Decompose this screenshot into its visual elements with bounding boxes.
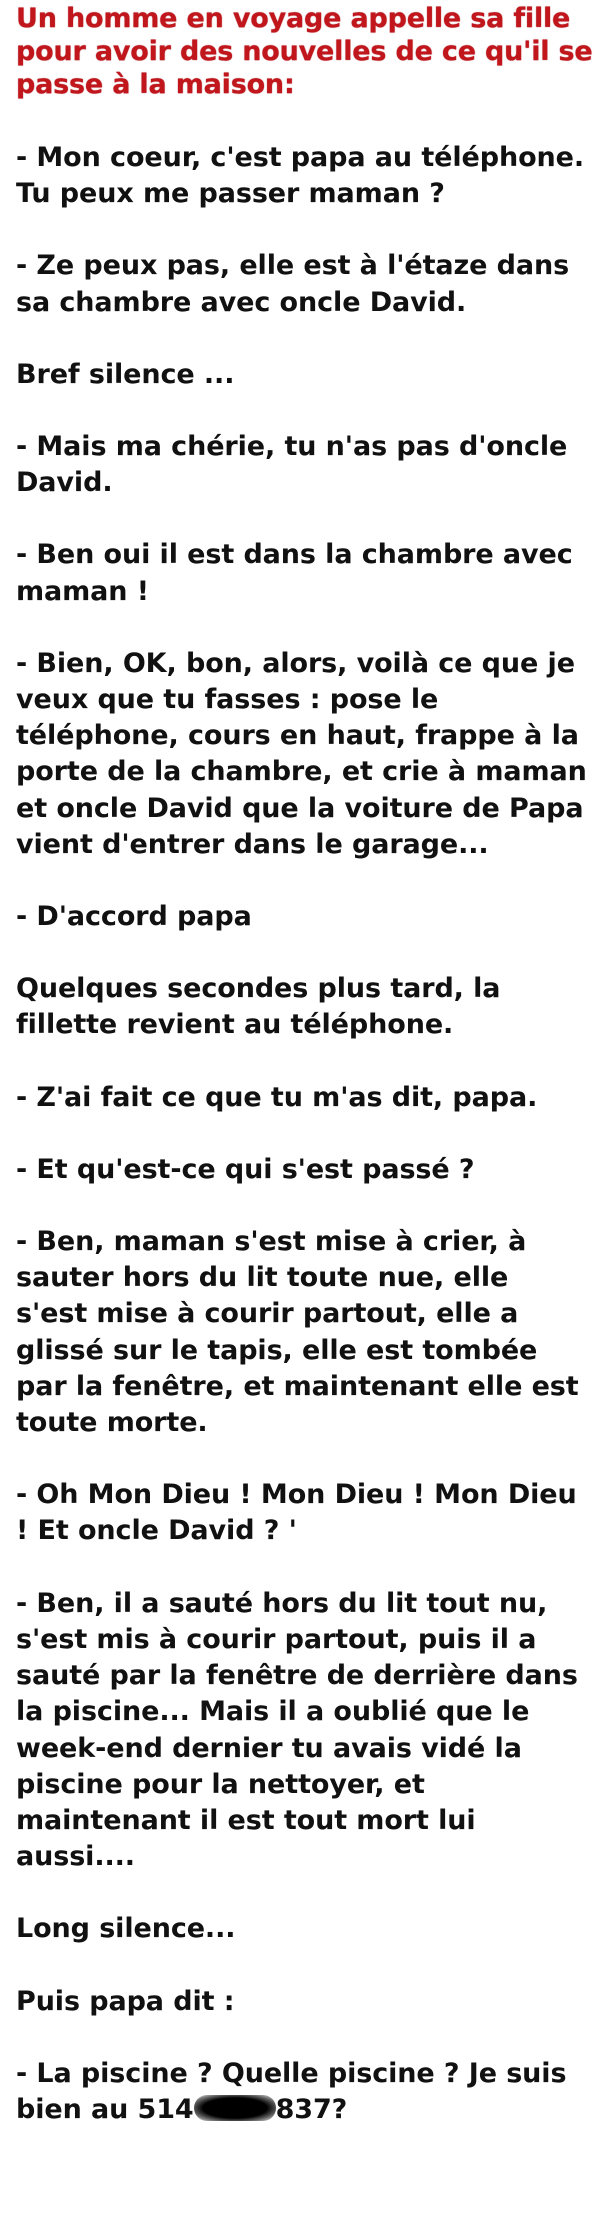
- paragraph: - Ze peux pas, elle est à l'étaze dans sa chambre avec oncle David.: [16, 250, 570, 318]
- paragraph: - D'accord papa: [16, 901, 252, 933]
- page-title: Un homme en voyage appelle sa fille pour avoir des nouvelles de ce qu'il se passe à la maison:: [16, 3, 593, 100]
- redacted-phone-digits: [194, 2095, 276, 2121]
- paragraph: Quelques secondes plus tard, la fillette revient au téléphone.: [16, 973, 501, 1041]
- paragraph: - Ben oui il est dans la chambre avec maman !: [16, 539, 573, 607]
- paragraph: - Mon coeur, c'est papa au téléphone. Tu peux me passer maman ?: [16, 142, 585, 210]
- story-body: [16, 140, 588, 2128]
- paragraph: - Bien, OK, bon, alors, voilà ce que je veux que tu fasses : pose le téléphone, cours en haut, frappe à la porte de la chambre, et crie à maman et oncle David que la voiture de Papa vient d'entrer dans le garage...: [16, 647, 587, 860]
- paragraph: Long silence...: [16, 1913, 236, 1945]
- final-line-start: - La piscine ? Quelle piscine ? Je suis bien au 514: [16, 2057, 567, 2125]
- paragraph: - Oh Mon Dieu ! Mon Dieu ! Mon Dieu ! Et oncle David ? ': [16, 1479, 577, 1547]
- final-paragraph: [16, 2056, 588, 2128]
- paragraph: - Z'ai fait ce que tu m'as dit, papa.: [16, 1081, 538, 1113]
- paragraph: - Mais ma chérie, tu n'as pas d'oncle David.: [16, 431, 568, 499]
- paragraph: - Ben, il a sauté hors du lit tout nu, s'est mis à courir partout, puis il a sauté par la fenêtre de derrière dans la piscine... Mais il a oublié que le week-end dernier tu avais vidé la piscine pour la nettoyer, et maintenant il est tout mort lui aussi....: [16, 1587, 578, 1873]
- final-line-end: 837?: [275, 2093, 348, 2125]
- paragraph: Bref silence ...: [16, 358, 235, 390]
- paragraph: - Et qu'est-ce qui s'est passé ?: [16, 1153, 475, 1185]
- title-block: [16, 2, 596, 101]
- paragraph: - Ben, maman s'est mise à crier, à sauter hors du lit toute nue, elle s'est mise à courir partout, elle a glissé sur le tapis, elle est tombée par la fenêtre, et maintenant elle est toute morte.: [16, 1226, 579, 1439]
- paragraph: Puis papa dit :: [16, 1985, 235, 2017]
